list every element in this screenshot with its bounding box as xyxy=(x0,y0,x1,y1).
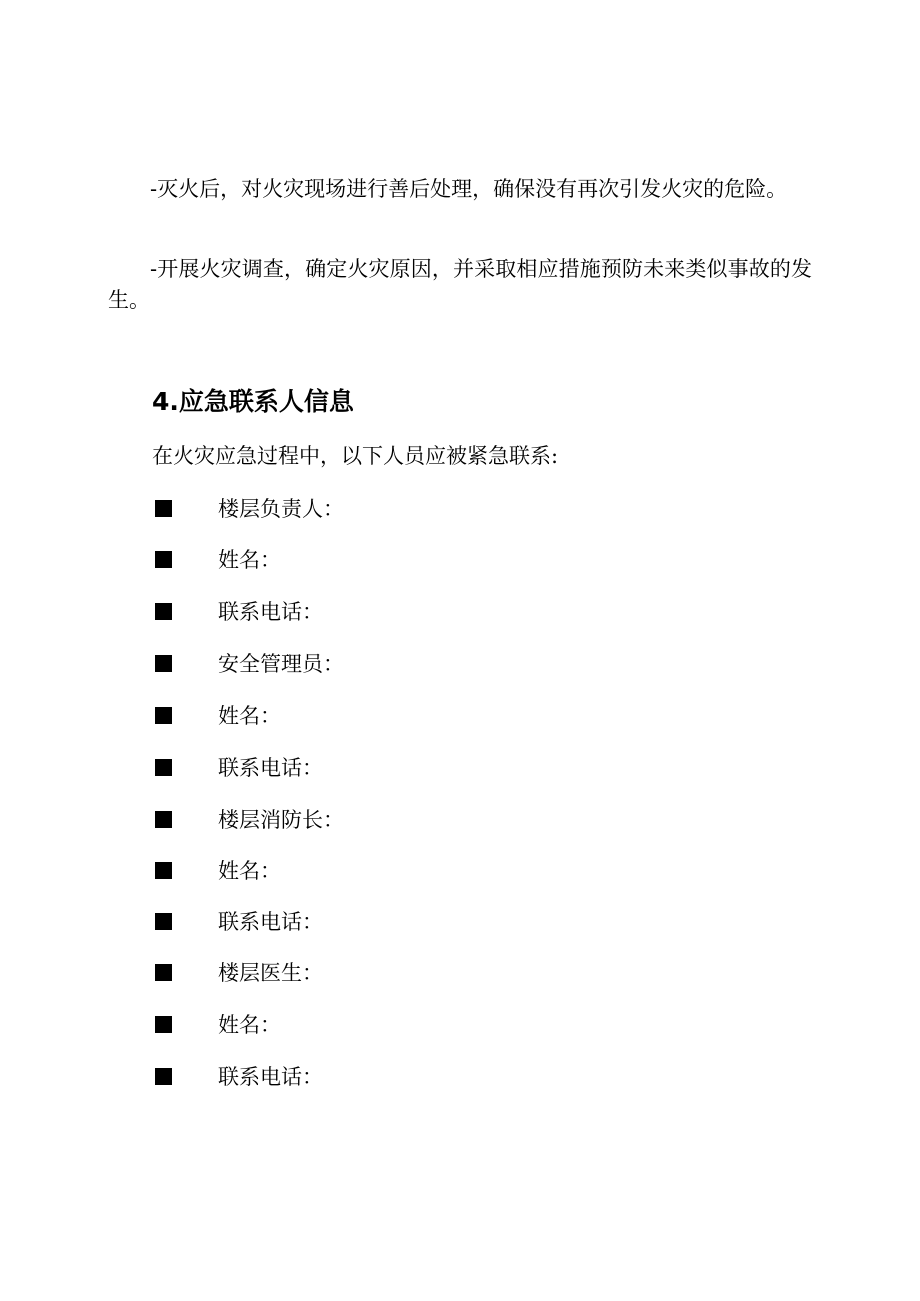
contact-item-label: 安全管理员： xyxy=(218,652,344,676)
contact-item-label: 姓名： xyxy=(218,548,281,572)
contact-item-name xyxy=(152,852,281,888)
square-bullet-icon xyxy=(155,655,172,672)
square-bullet-icon xyxy=(155,913,172,930)
square-bullet-icon xyxy=(155,603,172,620)
contact-item-label: 联系电话： xyxy=(218,910,323,934)
contact-item-phone xyxy=(152,749,323,785)
contact-item-label: 联系电话： xyxy=(218,1065,323,1089)
section-intro: 在火灾应急过程中，以下人员应被紧急联系: xyxy=(152,444,559,468)
contact-item-label: 联系电话： xyxy=(218,756,323,780)
contact-item-name xyxy=(152,541,281,577)
contact-item-label: 联系电话： xyxy=(218,600,323,624)
square-bullet-icon xyxy=(155,1068,172,1085)
square-bullet-icon xyxy=(155,551,172,568)
contact-item-name xyxy=(152,697,281,733)
square-bullet-icon xyxy=(155,862,172,879)
square-bullet-icon xyxy=(155,759,172,776)
contact-item-name xyxy=(152,1006,281,1042)
contact-item-label: 姓名： xyxy=(218,704,281,728)
contact-item-label: 姓名： xyxy=(218,1013,281,1037)
contact-item-phone xyxy=(152,1058,323,1094)
contact-item-label: 楼层负责人： xyxy=(218,497,344,521)
square-bullet-icon xyxy=(155,811,172,828)
contact-item-phone xyxy=(152,593,323,629)
contact-item-label: 楼层医生： xyxy=(218,961,323,985)
contact-item-floor-doctor xyxy=(152,954,323,990)
square-bullet-icon xyxy=(155,500,172,517)
contact-item-fire-chief xyxy=(152,801,344,837)
paragraph-investigation: -开展火灾调查，确定火灾原因，并采取相应措施预防未来类似事故的发生。 xyxy=(108,257,812,312)
paragraph-aftermath: -灭火后，对火灾现场进行善后处理，确保没有再次引发火灾的危险。 xyxy=(150,177,788,201)
contact-item-label: 姓名： xyxy=(218,859,281,883)
section-heading: 4.应急联系人信息 xyxy=(152,387,354,416)
contact-item-safety-officer xyxy=(152,645,344,681)
square-bullet-icon xyxy=(155,707,172,724)
contact-item-phone xyxy=(152,903,323,939)
contact-item-label: 楼层消防长： xyxy=(218,808,344,832)
square-bullet-icon xyxy=(155,964,172,981)
square-bullet-icon xyxy=(155,1016,172,1033)
contact-item-floor-manager xyxy=(152,490,344,526)
